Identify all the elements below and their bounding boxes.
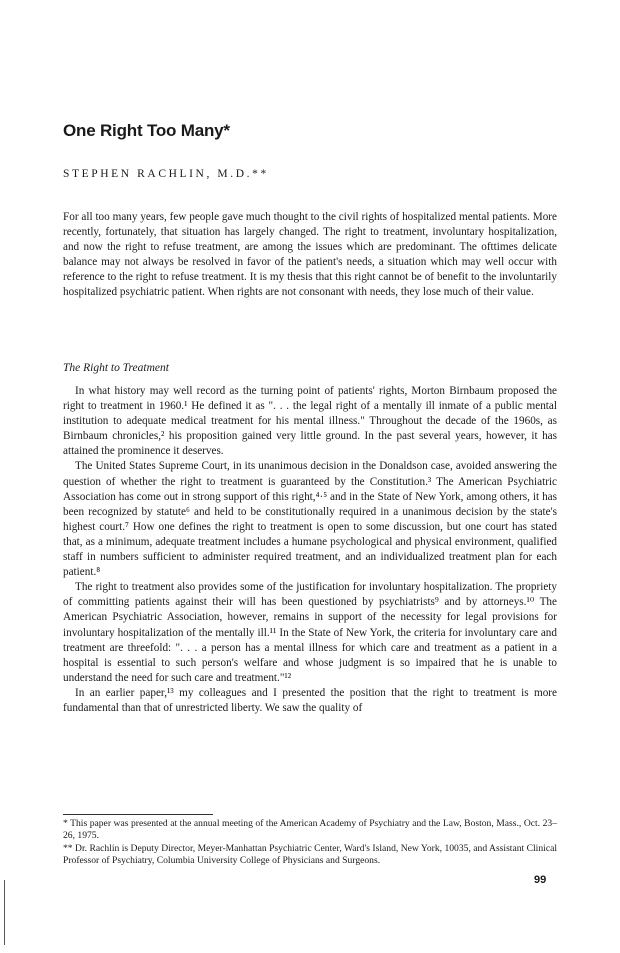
body-paragraph: In what history may well record as the turning point of patients' rights, Morton Birnbaum proposed the right to treatment in 1960.¹ He defined it as ". . . the legal right of a mentally ill inmate of a public mental institution to adequate medical treatment for his mental illness." Throughout the decade of the 1960s, as Birnbaum chronicles,² his proposition gained very little ground. In the past several years, however, it has attained the prominence it deserves. [63,385,557,458]
body-paragraph: In an earlier paper,¹³ my colleagues and I presented the position that the right to treatment is more fundamental than that of unrestricted liberty. We saw the quality of [63,686,557,714]
article-title: One Right Too Many* [63,121,230,140]
footnote: * This paper was presented at the annual meeting of the American Academy of Psychiatry and the Law, Boston, Mass., Oct. 23–26, 1975. [63,818,557,842]
abstract-paragraph: For all too many years, few people gave much thought to the civil rights of hospitalized mental patients. More recently, fortunately, that situation has largely changed. The right to treatment, involuntary hospitalization, and now the right to refuse treatment, are among the issues which are predominant. The ofttimes delicate balance may not always be resolved in favor of the patient's needs, a situation which may well occur with reference to the right to refuse treatment. It is my thesis that this right cannot be of benefit to the involuntarily hospitalized psychiatric patient. When rights are not consonant with needs, they lose much of their value. [63,211,557,299]
page-number: 99 [534,874,547,886]
author-byline: STEPHEN RACHLIN, M.D.** [63,168,269,180]
abstract [63,210,557,301]
body-paragraph: The United States Supreme Court, in its unanimous decision in the Donaldson case, avoided answering the question of whether the right to treatment is guaranteed by the Constitution.³ The American Psychiatric Association has come out in strong support of this right,⁴·⁵ and in the State of New York, among others, it has been recognized by statute⁶ and held to be constitutionally required in a unanimous decision by the state's highest court.⁷ How one defines the right to treatment is open to some discussion, but one court has stated that, as a minimum, adequate treatment includes a humane psychological and physical environment, qualified staff in numbers sufficient to administer required treatment, and an individualized treatment plan for each patient.⁸ [63,460,557,579]
footnote-divider [63,814,213,815]
margin-line [4,880,5,945]
footnote: ** Dr. Rachlin is Deputy Director, Meyer-Manhattan Psychiatric Center, Ward's Island, New York, 10035, and Assistant Clinical Professor of Psychiatry, Columbia University College of Physicians and Surgeons. [63,842,557,867]
body-paragraph: The right to treatment also provides some of the justification for involuntary hospitalization. The propriety of committing patients against their will has been questioned by psychiatrists⁹ and by attorneys.¹⁰ The American Psychiatric Association, however, remains in support of the necessity for legal provisions for involuntary hospitalization of the mentally ill.¹¹ In the State of New York, the criteria for involuntary care and treatment are threefold: ". . . a person has a mental illness for which care and treatment as a patient in a hospital is essential to such person's welfare and whose judgment is so impaired that he is unable to understand the need for such care and treatment."¹² [63,581,557,684]
section-heading: The Right to Treatment [63,362,169,374]
footnotes [63,818,557,868]
section-body [63,384,557,716]
